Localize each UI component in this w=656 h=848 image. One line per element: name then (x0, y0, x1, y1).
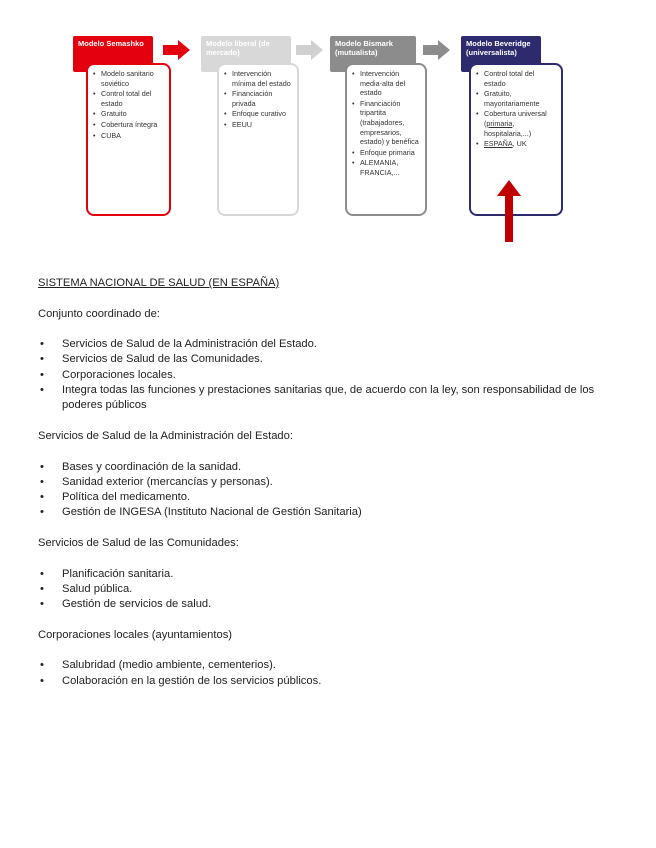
list-item: • Cobertura íntegra (91, 120, 165, 130)
model-semashko-box (86, 63, 171, 216)
arrow-right-icon (163, 40, 191, 60)
list-item: • EEUU (222, 120, 293, 130)
list-item: • Sanidad exterior (mercancías y personas). (38, 475, 628, 490)
list-item: • Política del medicamento. (38, 490, 628, 505)
model-bismark-header: Modelo Bismark (mutualista) (330, 36, 416, 72)
coverage-prefix: Cobertura universal ( (484, 109, 547, 128)
intro-list (38, 337, 628, 413)
country-suffix: , UK (512, 139, 527, 149)
section-list (38, 567, 628, 613)
list-item: • Financiación privada (222, 89, 293, 108)
list-item: • Control total del estado (91, 89, 165, 108)
section-heading: Servicios de Salud de la Administración del Estado: (38, 429, 293, 442)
list-item: • CUBA (91, 131, 165, 141)
coverage-suffix: , hospitalaria,...) (484, 118, 532, 138)
list-item: • Integra todas las funciones y prestaciones sanitarias que, de acuerdo con la ley, son responsabilidad de los poderes públicos (38, 383, 628, 414)
list-item: • Enfoque curativo (222, 109, 293, 119)
list-item: • Salud pública. (38, 582, 628, 597)
list-item: • Servicios de Salud de la Administración del Estado. (38, 337, 628, 352)
arrow-right-icon (423, 40, 451, 60)
model-bismark-box (345, 63, 427, 216)
coverage-primary: primaria (486, 118, 513, 128)
document-body (38, 276, 628, 704)
list-item: • Colaboración en la gestión de los servicios públicos. (38, 674, 628, 689)
list-item: • Intervención media-alta del estado (350, 69, 421, 98)
list-item: • Intervención mínima del estado (222, 69, 293, 88)
model-beveridge-header: Modelo Beveridge (universalista) (461, 36, 541, 72)
list-item: • Planificación sanitaria. (38, 567, 628, 582)
list-item: • Enfoque primaria (350, 148, 421, 158)
list-item: • Servicios de Salud de las Comunidades. (38, 352, 628, 367)
health-models-diagram (0, 0, 656, 250)
country-spain: ESPAÑA (484, 139, 513, 149)
list-item (474, 139, 557, 149)
list-item (474, 109, 557, 138)
model-liberal-box (217, 63, 299, 216)
arrow-up-icon (497, 180, 521, 242)
list-item: • Gestión de servicios de salud. (38, 597, 628, 612)
arrow-right-icon (296, 40, 324, 60)
list-item: • Gratuito (91, 109, 165, 119)
list-item: • Gestión de INGESA (Instituto Nacional de Gestión Sanitaria) (38, 505, 628, 520)
list-item: • ALEMANIA, FRANCIA,... (350, 158, 421, 177)
section-heading: Servicios de Salud de las Comunidades: (38, 537, 239, 550)
list-item: • Financiación tripartita (trabajadores, empresarios, estado) y benéfica (350, 99, 421, 147)
section-list (38, 658, 628, 689)
section-heading: Corporaciones locales (ayuntamientos) (38, 628, 233, 641)
list-item: • Salubridad (medio ambiente, cementerios). (38, 658, 628, 673)
model-semashko-header: Modelo Semashko (73, 36, 153, 72)
page-title: SISTEMA NACIONAL DE SALUD (EN ESPAÑA) (38, 277, 280, 289)
list-item: • Bases y coordinación de la sanidad. (38, 460, 628, 475)
list-item: • Gratuito, mayoritariamente (474, 89, 557, 108)
list-item: • Corporaciones locales. (38, 368, 628, 383)
model-liberal-header: Modelo liberal (de mercado) (201, 36, 291, 72)
intro-text: Conjunto coordinado de: (38, 307, 160, 320)
list-item: • Modelo sanitario soviético (91, 69, 165, 88)
list-item: • Control total del estado (474, 69, 557, 88)
section-list (38, 460, 628, 521)
